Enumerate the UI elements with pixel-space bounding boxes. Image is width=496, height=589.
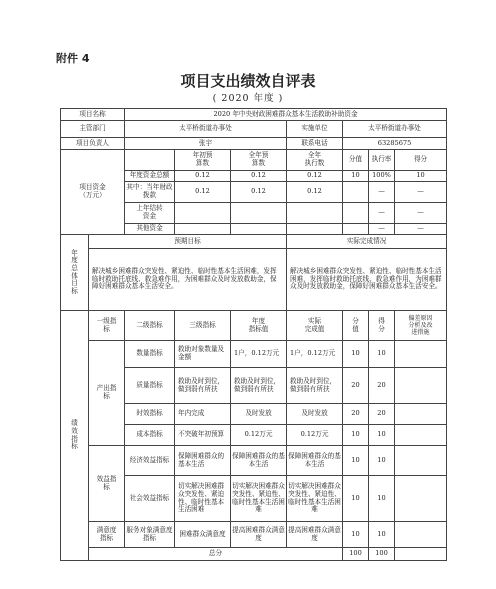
dept-value: 太平桥街道办事处	[125, 121, 287, 138]
output-label: 产出指 标	[89, 341, 125, 446]
perf-header-got: 得 分	[369, 311, 395, 341]
row-l3: 保障困难群众的基本生活	[175, 446, 231, 476]
project-name-value: 2020 年中央财政困难群众基本生活救助补助资金	[125, 109, 447, 121]
phone-value: 63285675	[343, 138, 447, 150]
row-got: 10	[369, 476, 395, 522]
funds-total-cell: 10	[395, 171, 447, 182]
row-l2: 成本指标	[125, 425, 175, 446]
overall-planned-header: 预期目标	[89, 235, 287, 249]
row-target: 保障困难群众的基本生活	[231, 446, 287, 476]
funds-fiscal-label: 其中：当年财政 拨款	[125, 182, 175, 203]
funds-col-rate: 执行率	[369, 150, 395, 171]
funds-other-cell: —	[369, 224, 395, 235]
row-score: 10	[343, 341, 369, 368]
row-got: 10	[369, 341, 395, 368]
row-target: 提高困难群众满意度	[231, 522, 287, 548]
funds-col-score: 分值	[343, 150, 369, 171]
unit-label: 实施单位	[287, 121, 343, 138]
perf-header-actual: 实际 完成值	[287, 311, 343, 341]
row-actual: 提高困难群众满意度	[287, 522, 343, 548]
benefit-label: 效益指 标	[89, 446, 125, 522]
row-score: 10	[343, 425, 369, 446]
row-l3: 年内完成	[175, 404, 231, 425]
project-name-label: 项目名称	[61, 109, 125, 121]
row-got: 20	[369, 368, 395, 404]
perf-header-l1: 一级指 标	[89, 311, 125, 341]
perf-header-l2: 二级指标	[125, 311, 175, 341]
funds-col-got: 得分	[395, 150, 447, 171]
row-got: 10	[369, 425, 395, 446]
funds-carry-label: 上年结转 资金	[125, 203, 175, 224]
annex-label: 附件 4	[56, 52, 90, 65]
row-target: 及时发放	[231, 404, 287, 425]
row-l2: 数量指标	[125, 341, 175, 368]
funds-fiscal-cell: 0.12	[175, 182, 231, 203]
dept-label: 主管部门	[61, 121, 125, 138]
row-target: 1户，0.12万元	[231, 341, 287, 368]
row-target: 切实解决困难群众突发性、紧迫性、临时性基本生活困难	[231, 476, 287, 522]
funds-col-full-exec: 全年 执行数	[287, 150, 343, 171]
funds-carry-cell: —	[395, 203, 447, 224]
funds-other-label: 其他资金	[125, 224, 175, 235]
table-row	[61, 522, 447, 548]
funds-col-full-budget: 全年预 算数	[231, 150, 287, 171]
year-note: ( 2020 年度 )	[212, 93, 284, 104]
row-actual: 救助及时到位，做到弱有所扶	[287, 368, 343, 404]
phone-label: 联系电话	[287, 138, 343, 150]
row-l3: 救助对象数量及金额	[175, 341, 231, 368]
funds-fiscal-cell: 0.12	[231, 182, 287, 203]
perf-label: 绩 效 指 标	[61, 311, 89, 561]
funds-total-cell: 0.12	[175, 171, 231, 182]
row-score: 10	[343, 522, 369, 548]
row-actual: 1户，0.12万元	[287, 341, 343, 368]
overall-planned-text: 解决城乡困难群众突发性、紧迫性、临时性基本生活困难，发挥临时救助托底线、救急难作用，为困难群众及时发放救助金，保障好困难群众基本生活安全。	[89, 249, 287, 311]
perf-header-score: 分 值	[343, 311, 369, 341]
row-score: 20	[343, 404, 369, 425]
total-got: 100	[369, 548, 395, 561]
row-actual: 切实解决困难群众突发性、紧迫性、临时性基本生活困难	[287, 476, 343, 522]
funds-fiscal-cell: —	[395, 182, 447, 203]
funds-carry-cell: —	[369, 203, 395, 224]
row-l2: 质量指标	[125, 368, 175, 404]
perf-header-target: 年度 指标值	[231, 311, 287, 341]
row-score: 20	[343, 368, 369, 404]
funds-total-cell: 0.12	[287, 171, 343, 182]
funds-fiscal-cell: —	[369, 182, 395, 203]
row-got: 10	[369, 446, 395, 476]
funds-label: 项目资金 （万元）	[61, 150, 125, 235]
row-l2: 服务对象满意度指标	[125, 522, 175, 548]
row-target: 0.12万元	[231, 425, 287, 446]
overall-goal-label: 年 度 总 体 目 标	[61, 235, 89, 311]
row-l3: 困难群众满意度	[175, 522, 231, 548]
row-l3: 切实解决困难群众突发性、紧迫性、临时性基本生活困难	[175, 476, 231, 522]
total-score: 100	[343, 548, 369, 561]
row-actual: 0.12万元	[287, 425, 343, 446]
total-label: 总分	[89, 548, 343, 561]
row-got: 20	[369, 404, 395, 425]
row-actual: 及时发放	[287, 404, 343, 425]
row-l2: 时效指标	[125, 404, 175, 425]
overall-actual-text: 解决城乡困难群众突发性、紧迫性、临时性基本生活困难，发挥临时救助托底线、救急难作用，为困难群众及时发放救助金，保障好困难群众基本生活安全。	[287, 249, 447, 311]
funds-total-cell: 10	[343, 171, 369, 182]
funds-other-cell: —	[395, 224, 447, 235]
funds-total-cell: 100%	[369, 171, 395, 182]
funds-col-year-budget: 年初预 算数	[175, 150, 231, 171]
row-target: 救助及时到位，做到弱有所扶	[231, 368, 287, 404]
leader-value: 张宇	[125, 138, 287, 150]
row-score: 10	[343, 446, 369, 476]
row-l3: 不突破年初预算	[175, 425, 231, 446]
funds-fiscal-cell: 0.12	[287, 182, 343, 203]
satisfaction-label: 满意度 指标	[89, 522, 125, 548]
perf-header-l3: 三级指标	[175, 311, 231, 341]
page-title: 项目支出绩效自评表	[180, 72, 316, 90]
row-got: 10	[369, 522, 395, 548]
perf-header-reason: 偏差原因 分析及改 进措施	[395, 311, 447, 341]
leader-label: 项目负责人	[61, 138, 125, 150]
row-l2: 社会效益指标	[125, 476, 175, 522]
table-row	[61, 341, 447, 368]
table-row	[61, 446, 447, 476]
evaluation-table	[60, 108, 447, 561]
row-actual: 保障困难群众的基本生活	[287, 446, 343, 476]
unit-value: 太平桥街道办事处	[343, 121, 447, 138]
row-score: 10	[343, 476, 369, 522]
row-l2: 经济效益指标	[125, 446, 175, 476]
row-l3: 救助及时到位，做到弱有所扶	[175, 368, 231, 404]
overall-actual-header: 实际完成情况	[287, 235, 447, 249]
funds-total-label: 年度资金总额	[125, 171, 175, 182]
funds-total-cell: 0.12	[231, 171, 287, 182]
